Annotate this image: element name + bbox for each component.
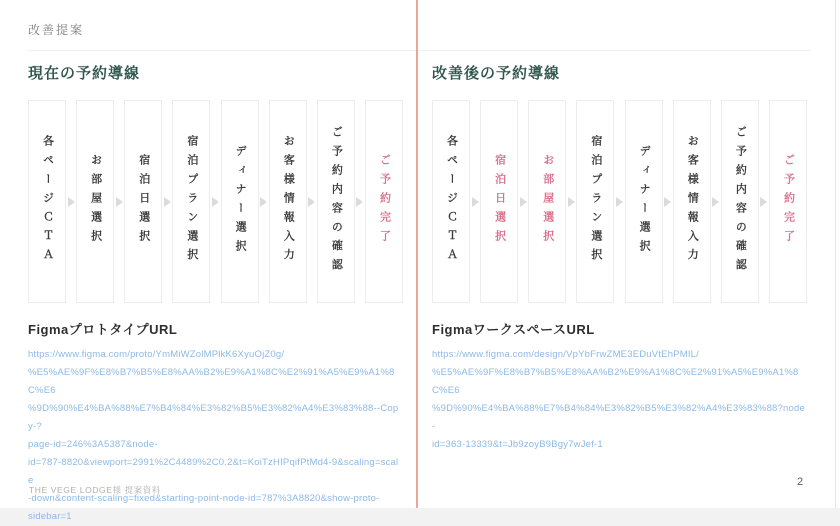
- flow-arrow: [759, 100, 769, 303]
- flow-step-label: ディナー選択: [638, 144, 651, 259]
- workspace-url-heading: FigmaワークスペースURL: [432, 322, 595, 337]
- flow-step-label: 宿泊プラン選択: [185, 135, 198, 268]
- arrow-right-icon: [260, 197, 267, 207]
- arrow-right-icon: [164, 197, 171, 207]
- arrow-right-icon: [212, 197, 219, 207]
- figma-url-line[interactable]: %9D%90%E4%BA%88%E7%B4%84%E3%82%B5%E3%82%A4%E3%83%88?node-: [432, 403, 805, 432]
- flow-arrow: [210, 100, 220, 303]
- figma-url-line[interactable]: %E5%AE%9F%E8%B7%B5%E8%AA%B2%E9%A1%8C%E2%91%A5%E9%A1%8C%E6: [28, 367, 395, 396]
- flow-step-label: 各ページＣＴＡ: [445, 135, 458, 268]
- current-flow-title: 現在の予約導線: [28, 65, 141, 82]
- arrow-right-icon: [68, 197, 75, 207]
- flow-arrow: [259, 100, 269, 303]
- flow-arrow: [114, 100, 124, 303]
- flow-step-box: [269, 100, 307, 303]
- flow-step-label: ご予約内容の確認: [734, 125, 747, 278]
- flow-step-box: [317, 100, 355, 303]
- center-divider-line: [416, 0, 418, 508]
- flow-arrow: [307, 100, 317, 303]
- flow-step-label: 宿泊日選択: [137, 154, 150, 249]
- flow-step-box: [432, 100, 470, 303]
- flow-arrow: [162, 100, 172, 303]
- figma-url-line[interactable]: sidebar=1: [28, 511, 72, 522]
- arrow-right-icon: [308, 197, 315, 207]
- flow-step-label: ご予約内容の確認: [330, 125, 343, 278]
- flow-arrow: [566, 100, 576, 303]
- arrow-right-icon: [568, 197, 575, 207]
- flow-arrow: [711, 100, 721, 303]
- flow-arrow: [470, 100, 480, 303]
- flow-step-label: お客様情報入力: [686, 135, 699, 268]
- prototype-url-heading: FigmaプロトタイプURL: [28, 322, 178, 337]
- arrow-right-icon: [472, 197, 479, 207]
- flow-step-box: [769, 100, 807, 303]
- arrow-right-icon: [616, 197, 623, 207]
- flow-step-label: 宿泊プラン選択: [589, 135, 602, 268]
- flow-arrow: [518, 100, 528, 303]
- figma-url-line[interactable]: -down&content-scaling=fixed&starting-point-node-id=787%3A8820&show-proto-: [28, 493, 380, 504]
- flow-step-label: ディナー選択: [234, 144, 247, 259]
- page-number: 2: [797, 476, 804, 488]
- arrow-right-icon: [760, 197, 767, 207]
- current-flow-panel: [28, 62, 403, 526]
- flow-step-box: [76, 100, 114, 303]
- current-flow-diagram: [28, 100, 403, 303]
- flow-step-label: 各ページＣＴＡ: [41, 135, 54, 268]
- figma-url-line[interactable]: id=787-8820&viewport=2991%2C4489%2C0.2&t=KoiTzHIPqifPtMd4-9&scaling=scale: [28, 457, 399, 486]
- arrow-right-icon: [664, 197, 671, 207]
- arrow-right-icon: [520, 197, 527, 207]
- flow-step-label: ご予約完了: [782, 154, 795, 249]
- header-divider-rule: [28, 50, 811, 51]
- figma-url-line[interactable]: %9D%90%E4%BA%88%E7%B4%84%E3%82%B5%E3%82%A4%E3%83%88--Copy-?: [28, 403, 399, 432]
- improved-flow-panel: [432, 62, 807, 454]
- flow-step-box: [365, 100, 403, 303]
- flow-step-box: [221, 100, 259, 303]
- figma-url-line[interactable]: %E5%AE%9F%E8%B7%B5%E8%AA%B2%E9%A1%8C%E2%91%A5%E9%A1%8C%E6: [432, 367, 799, 396]
- arrow-right-icon: [356, 197, 363, 207]
- figma-url-line[interactable]: https://www.figma.com/design/VpYbFrwZME3EDuVtEhPMIL/: [432, 349, 699, 360]
- flow-step-box: [625, 100, 663, 303]
- flow-step-label: ご予約完了: [378, 154, 391, 249]
- flow-step-label: 宿泊日選択: [493, 154, 506, 249]
- flow-step-box: [673, 100, 711, 303]
- arrow-right-icon: [712, 197, 719, 207]
- flow-arrow: [663, 100, 673, 303]
- flow-arrow: [355, 100, 365, 303]
- improved-flow-diagram: [432, 100, 807, 303]
- flow-step-label: お部屋選択: [89, 154, 102, 249]
- flow-step-box: [28, 100, 66, 303]
- flow-step-label: お部屋選択: [541, 154, 554, 249]
- flow-step-box: [528, 100, 566, 303]
- prototype-url-link: [28, 346, 403, 526]
- flow-step-box: [576, 100, 614, 303]
- flow-step-box: [172, 100, 210, 303]
- improved-flow-title: 改善後の予約導線: [432, 65, 561, 82]
- improved-link-block: [432, 319, 807, 454]
- flow-step-box: [124, 100, 162, 303]
- flow-arrow: [66, 100, 76, 303]
- right-edge-line: [835, 0, 836, 508]
- flow-step-box: [480, 100, 518, 303]
- flow-arrow: [614, 100, 624, 303]
- workspace-url-link: [432, 346, 807, 454]
- flow-step-box: [721, 100, 759, 303]
- figma-url-line[interactable]: id=363-13339&t=Jb9zoyB9Bgy7wJef-1: [432, 439, 603, 450]
- flow-step-label: お客様情報入力: [282, 135, 295, 268]
- footer-document-label: THE VEGE LODGE様 提案資料: [29, 485, 161, 495]
- figma-url-line[interactable]: https://www.figma.com/proto/YmMiWZolMPlkK6XyuOjZ0g/: [28, 349, 285, 360]
- slide-header-title: 改善提案: [28, 23, 85, 37]
- arrow-right-icon: [116, 197, 123, 207]
- figma-url-line[interactable]: page-id=246%3A5387&node-: [28, 439, 158, 450]
